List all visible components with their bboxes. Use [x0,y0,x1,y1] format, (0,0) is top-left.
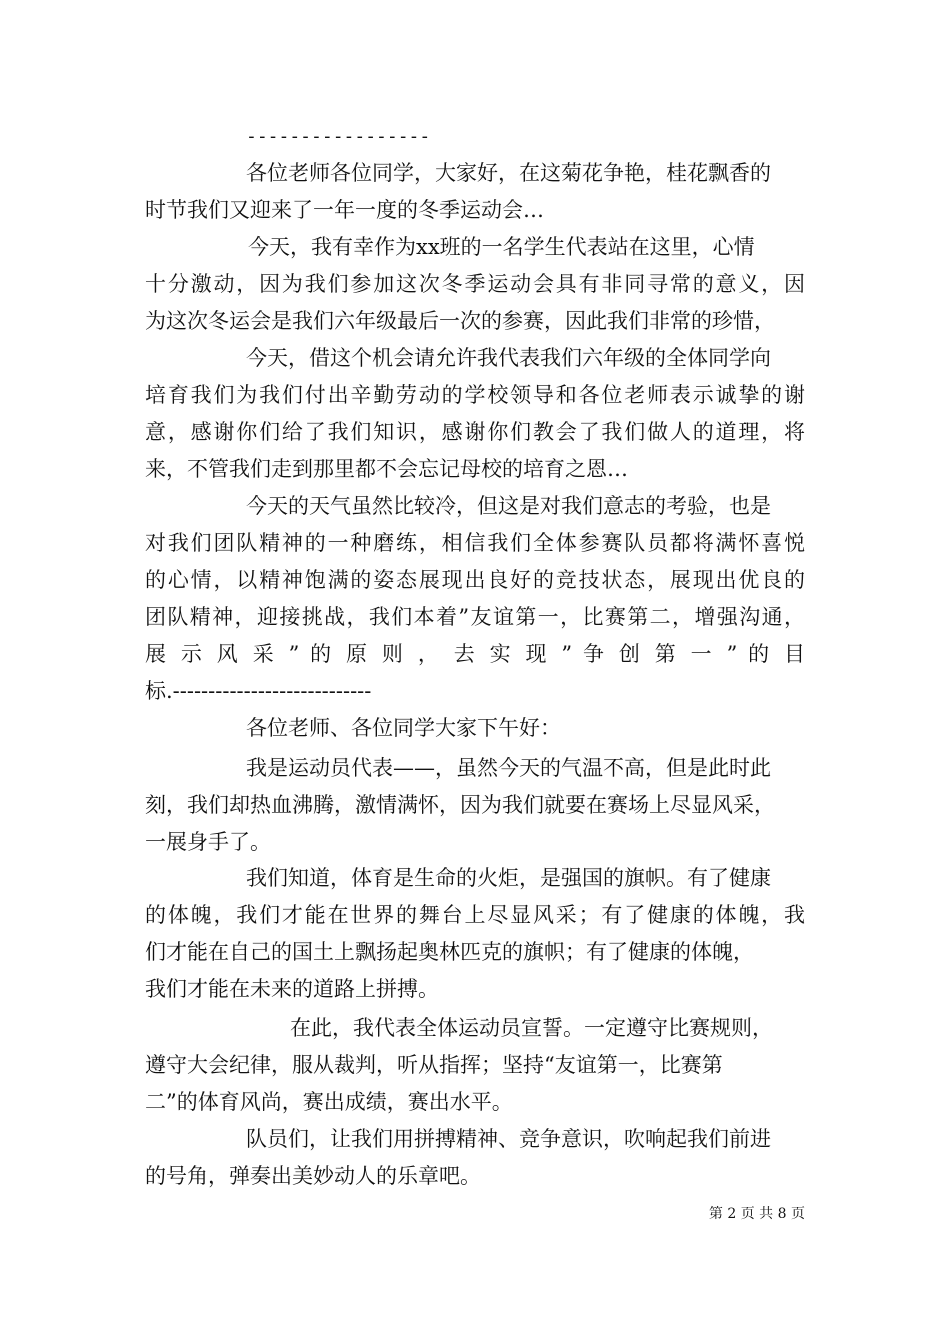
text-line: 时节我们又迎来了一年一度的冬季运动会… [145,198,544,222]
text-line: 今天，我有幸作为xx班的一名学生代表站在这里，心情 [248,235,755,259]
text-line: 的体魄，我们才能在世界的舞台上尽显风采；有了健康的体魄，我 [145,903,805,927]
text-line: 二”的体育风尚，赛出成绩，赛出水平。 [145,1090,513,1114]
text-line: 意，感谢你们给了我们知识，感谢你们教会了我们做人的道理，将 [145,420,805,444]
text-line: 在此，我代表全体运动员宣誓。一定遵守比赛规则， [290,1016,773,1040]
text-line: 队员们，让我们用拼搏精神、竞争意识，吹响起我们前进 [246,1127,771,1151]
text-line: 各位老师、各位同学大家下午好： [246,716,561,740]
text-line: 展 示 风 采 ” 的 原 则 ， 去 实 现 ” 争 创 第 一 ” 的 目 [145,642,805,666]
text-line: 各位老师各位同学，大家好，在这菊花争艳，桂花飘香的 [246,161,771,185]
text-line: 十分激动，因为我们参加这次冬季运动会具有非同寻常的意义，因 [145,272,805,296]
text-line: 刻，我们却热血沸腾，激情满怀，因为我们就要在赛场上尽显风采， [145,793,775,817]
text-line: 团队精神，迎接挑战，我们本着”友谊第一，比赛第二，增强沟通， [145,605,805,629]
text-line: 一展身手了。 [145,830,271,854]
text-line: 对我们团队精神的一种磨练，相信我们全体参赛队员都将满怀喜悦 [145,531,805,555]
text-line: 的心情，以精神饱满的姿态展现出良好的竞技状态，展现出优良的 [145,568,805,592]
text-line: 今天的天气虽然比较冷，但这是对我们意志的考验，也是 [246,494,771,518]
page-number: 第 2 页 共 8 页 [708,1206,805,1222]
text-line: 培育我们为我们付出辛勤劳动的学校领导和各位老师表示诚挚的谢 [145,383,805,407]
text-line: 的号角，弹奏出美妙动人的乐章吧。 [145,1164,481,1188]
text-line: 们才能在自己的国土上飘扬起奥林匹克的旗帜；有了健康的体魄， [145,940,754,964]
text-line: 标.---------------------------- [145,679,372,703]
text-line: 今天，借这个机会请允许我代表我们六年级的全体同学向 [246,346,771,370]
text-line: 我们才能在未来的道路上拼搏。 [145,977,439,1001]
text-line: 遵守大会纪律，服从裁判，听从指挥；坚持“友谊第一，比赛第 [145,1053,723,1077]
text-line: 来，不管我们走到那里都不会忘记母校的培育之恩… [145,457,628,481]
text-line: 为这次冬运会是我们六年级最后一次的参赛，因此我们非常的珍惜， [145,309,775,333]
separator-line: ----------------- [246,126,431,147]
text-line: 我是运动员代表——，虽然今天的气温不高，但是此时此 [246,756,771,780]
text-line: 我们知道，体育是生命的火炬，是强国的旗帜。有了健康 [246,866,771,890]
